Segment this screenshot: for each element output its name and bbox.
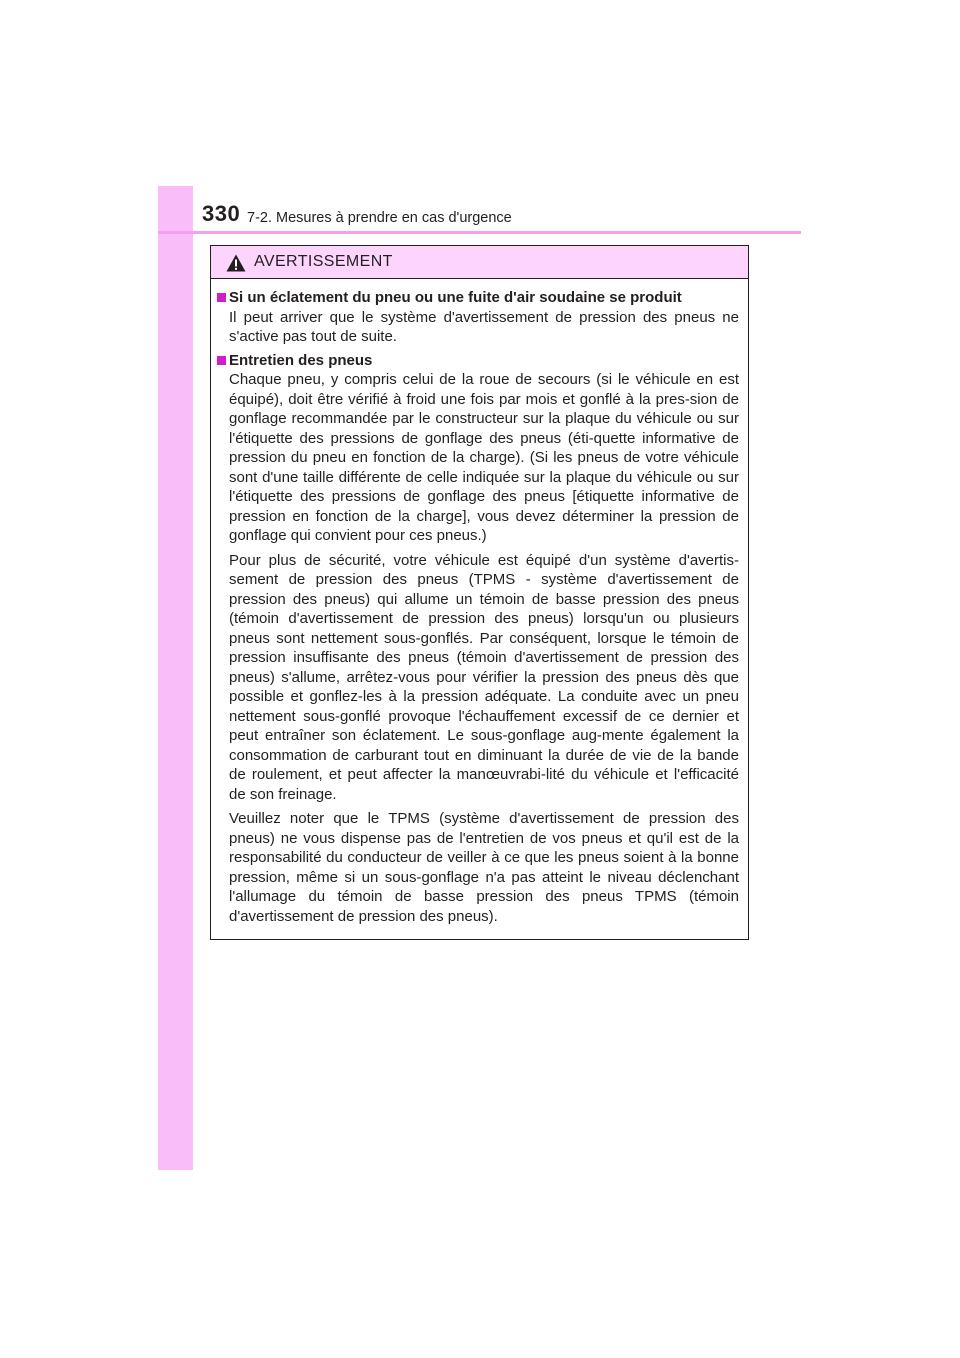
- warning-triangle-icon: [226, 254, 246, 272]
- bullet-square-icon: [217, 356, 226, 365]
- section-title: 7-2. Mesures à prendre en cas d'urgence: [247, 210, 512, 226]
- chapter-side-band: [158, 186, 193, 1170]
- warning-title: AVERTISSEMENT: [254, 253, 393, 270]
- sub-heading-text: Entretien des pneus: [229, 351, 373, 369]
- header-rule: [158, 231, 801, 234]
- bullet-square-icon: [217, 293, 226, 302]
- paragraph: Il peut arriver que le système d'avertissement de pression des pneus ne s'active pas tout de suite.: [229, 308, 739, 345]
- paragraph: Chaque pneu, y compris celui de la roue de secours (si le véhicule en est équipé), doit être vérifié à froid une fois par mois et gonflé à la pres-sion de gonflage recommandée par le constructeur sur la plaque du véhicule ou sur l'étiquette des pressions de gonflage des pneus (éti-quette informative de pression du pneu en fonction de la charge). (Si les pneus de votre véhicule sont d'une taille différente de celle indiquée sur la plaque du véhicule ou sur l'étiquette des pressions de gonflage des pneus [étiquette informative de pression en fonction de la charge], vous devez déterminer la pression de gonflage qui convient pour ces pneus.): [229, 371, 739, 544]
- page-number: 330: [202, 201, 241, 226]
- paragraph: Veuillez noter que le TPMS (système d'avertissement de pression des pneus) ne vous dispense pas de l'entretien de vos pneus et qu'il est de la responsabilité du conducteur de veiller à ce que les pneus soient à la bonne pression, même si un sous-gonflage n'a pas atteint le niveau déclenchant l'allumage du témoin de basse pression des pneus TPMS (témoin d'avertissement de pression des pneus).: [229, 810, 739, 925]
- sub-heading-tire-maintenance: [217, 351, 739, 371]
- warning-header: [211, 246, 748, 279]
- sub-heading-tire-burst: [217, 288, 739, 308]
- warning-body: [211, 279, 748, 926]
- sub-heading-text: Si un éclatement du pneu ou une fuite d'air soudaine se produit: [229, 289, 682, 306]
- warning-box: [210, 245, 749, 940]
- paragraph: Pour plus de sécurité, votre véhicule est équipé d'un système d'avertis-sement de pression des pneus (TPMS - système d'avertissement de pression des pneus) qui allume un témoin de basse pression des pneus (témoin d'avertissement de pression des pneus) lorsqu'un ou plusieurs pneus sont nettement sous-gonflés. Par conséquent, lorsque le témoin de pression insuffisante des pneus (témoin d'avertissement de pression des pneus) s'allume, arrêtez-vous pour vérifier la pression des pneus dès que possible et gonflez-les à la pression adéquate. La conduite avec un pneu nettement sous-gonflé provoque l'échauffement excessif de ce dernier et peut entraîner son éclatement. Le sous-gonflage aug-mente également la consommation de carburant tout en diminuant la durée de vie de la bande de roulement, et peut affecter la manœuvrabi-lité du véhicule et l'efficacité de son freinage.: [229, 551, 739, 803]
